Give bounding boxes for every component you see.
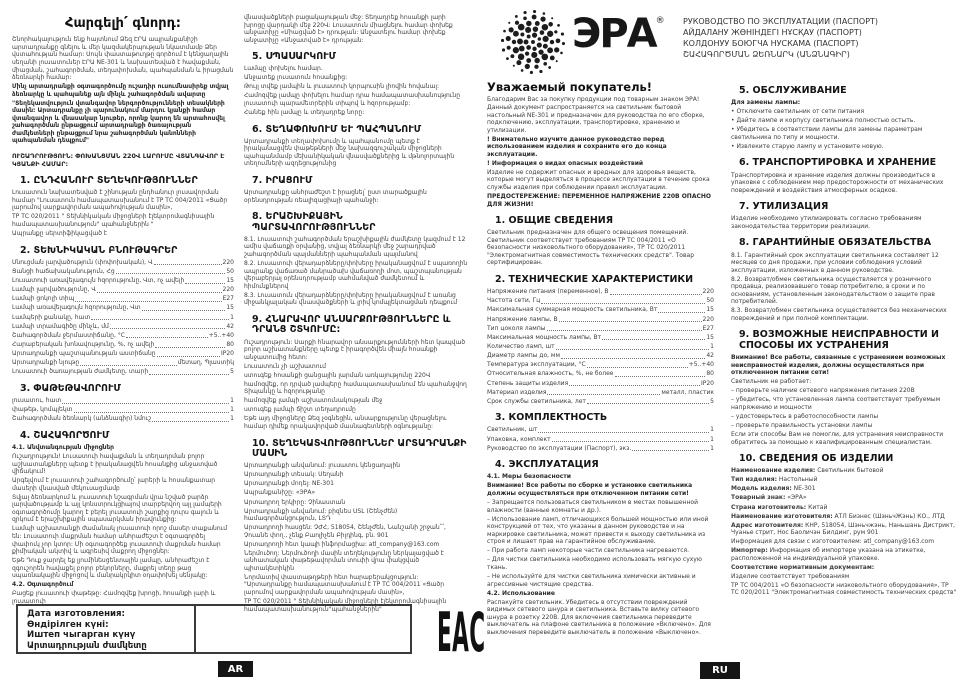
paragraph: Արտադրանքի անվանում: լուսատու կենցաղային (244, 462, 401, 470)
manufacture-date-box (16, 604, 412, 654)
spec-label: Напряжение питания (переменное), В (487, 288, 609, 296)
paragraph: – проверьте наличие сетевого напряжения питания 220В (731, 387, 915, 395)
paragraph: Информация для связи с изготовителем: atl_company@163.com (731, 538, 935, 546)
section-title-am-3: 3. ՓԱԹԵԹԱՎՈՐՈՒՄ (20, 382, 121, 394)
dotted-leader (97, 292, 222, 293)
armenian-column-1 (12, 16, 234, 607)
title-kyrgyz: КОЛДОНУУ БОЮГЧА НУСКАМА (ПАСПОРТ) (683, 39, 859, 48)
dotted-leader (75, 301, 221, 302)
section-title-am-4: 4. ՇԱՀԱԳՈՐԾՈՒՄ (20, 429, 110, 441)
section-body (244, 236, 468, 307)
brand-name: ЭРА (572, 11, 656, 57)
paragraph: Արգելվում է լուսատուի շահագործումը՝ լարերի և հոսանքատար մասերի վնասված մեկուսացմամբ (12, 477, 216, 492)
section-title-am-8: 8. ԵՐԱՇԽԻՔԱՅԻՆ ՊԱՐՏԱՎՈՐՈՒԹՅՈՒՆՆԵՐ (252, 211, 376, 233)
spec-label: լուսատու, հատ (12, 397, 62, 405)
spec-table (487, 426, 714, 452)
spec-row (12, 277, 234, 285)
paragraph: Модель изделия: NE-301 (731, 485, 816, 493)
spec-value: 80 (706, 370, 714, 378)
paragraph: Изделие соответствует требованиям (731, 572, 850, 580)
paragraph: – Не используйте для чистки светильника химически активные и агрессивные чистящие средства. (487, 573, 696, 588)
spec-label: Լուսատուի ծառայության ժամկետը, տարի (12, 368, 149, 376)
paragraph: Транспортировка и хранение изделия должны производиться в упаковке с соблюдением мер предосторожности от механических повреждений и воздействия атмосферных осадков. (731, 171, 944, 194)
paragraph: • Извлеките старую лампу и установите новую. (731, 142, 884, 150)
dotted-leader (658, 312, 705, 313)
spec-label: Количество ламп, шт (487, 342, 555, 350)
section-title-ru-5: 5. ОБСЛУЖИВАНИЕ (739, 85, 847, 96)
spec-row (12, 295, 234, 303)
paragraph: 4.2. Использование (487, 589, 555, 597)
spec-value: IP20 (220, 350, 234, 358)
paragraph: համոզվեք, որ դրված լամպերը համապատասխանում են պահանջվող Տիպանկը և հզորությանը (244, 380, 467, 396)
spec-row (487, 370, 714, 378)
spec-table (12, 259, 234, 376)
section-body (731, 99, 957, 150)
spec-value: 1 (230, 406, 234, 414)
spec-value: 80 (226, 340, 234, 348)
paragraph: 4.2. Օգտագործում (12, 581, 74, 589)
section-body (244, 462, 468, 613)
section-title-ru-10: 10. СВЕДЕНИЯ ОБ ИЗДЕЛИИ (739, 453, 894, 465)
section-title-am-9: 9. ՀՆԱՐԱՎՈՐ ԱՆՍԱՐՔՈՒԹՅՈՒՆՆԵՐԸ և ԴՐԱՆՑ ՇՏԿՈՒՄԸ: (252, 313, 451, 336)
paragraph: Адрес изготовителя: КНР, 518054, Шэньчжэнь, Наньшань Дистрикт, Чуанье стрит, Нос Баоличэн Билдинг, рум 901 (731, 521, 956, 537)
paragraph: Շնորհակալություն ենք հայտնում Ձեզ ԷՐԱ ապրանքանիշի արտադրանքը գնելու և մեր կազմակերպության նկատմամբ Ձեր վստահության համար: Սույն փաստաթուղթը գործում է կենցաղային սեղանի լուսատուներ ԷՐԱ NE-301 և նախատեսված է հավաքման, միացման, շահագործման, տեղափոխման, պահպանման և իրացման ձեռնարկի համար: (12, 36, 234, 82)
dotted-leader (116, 273, 226, 274)
paragraph: – Для чистки светильника необходимо использовать мягкую сухую ткань. (487, 556, 702, 571)
spec-row (487, 398, 714, 406)
section-title-am-5: 5. ՍՊԱՍԱՐԿՈՒՄ (252, 51, 337, 63)
title-kazakh: АЙДАЛАНУ ЖӨНІНДЕГІ НҰСҚАУ (ПАСПОРТ) (683, 28, 862, 37)
spec-row (12, 350, 234, 358)
paragraph: Արտադրող երկիրը: Չինաստան (244, 498, 346, 506)
section-body (244, 339, 468, 431)
eac-mark (437, 601, 486, 664)
spec-row (487, 436, 714, 444)
paragraph: Տվյալ ձեռնարկում և լուսատուի նշագրման վրա նշված բարձր լարվածությամբ և այլ կոնստրուկցիայով տարբերվող այլ լամպերի օգտագործումը կարող է բերել լուսատուի շարքից դուրս գալուն և զրկում է երաշխիքային սպասարկման իրավունքից: (12, 493, 222, 524)
spec-value: 1 (230, 313, 234, 321)
spec-value: 1 (710, 342, 714, 350)
spec-label: փաթեթ, կոմպլեկտ (12, 406, 73, 414)
russian-intro (487, 96, 714, 208)
paragraph: – При работе ламп некоторые части светильника нагреваются. (487, 547, 690, 555)
dotted-leader (569, 385, 700, 386)
spec-row (487, 288, 714, 296)
page-badge-ru: RU (700, 662, 740, 679)
section-title-ru-7: 7. УТИЛИЗАЦИЯ (739, 201, 829, 213)
spec-value: 42 (706, 352, 714, 360)
continuation-paragraph (244, 14, 468, 44)
spec-row (12, 314, 234, 322)
spec-label: Լամպի տրամագիծը մինչև, մմ (12, 322, 109, 330)
dotted-leader (142, 310, 226, 311)
spec-row (12, 415, 234, 423)
spec-row (487, 297, 714, 305)
paragraph: Հանեք հին լամպը և տեղադրեք նորը: (244, 109, 365, 117)
section-title-ru-1: 1. ОБЩИЕ СВЕДЕНИЯ (495, 215, 614, 227)
spec-label: Շահագործման ձեռնարկ (անձնագիր) նմուշ (12, 415, 152, 423)
paragraph: 8.1. Լուսատուի շահագործման երաշխիքային ժամկետը կազմում է 12 ամիս վաճառքի օրվանից, տվյալ ձեռնարկի մեջ շարադրված շահագործման պայմանների պահպանման պայմանով (244, 235, 466, 258)
section-body (244, 138, 468, 168)
section-body (731, 172, 957, 195)
paragraph: ТР ТС 020/2011 " Տեխնիկական միջոցների էլեկտրոմագնիսային համապատասխանություն" պահանջներին " (12, 213, 215, 228)
dotted-leader (547, 330, 702, 331)
paragraph: Тип изделия: Настольный (731, 476, 818, 484)
russian-column-2 (731, 86, 957, 599)
paragraph: Внимание! Все работы по сборке и установке светильника должны осуществляться при отключенном питании сети! (487, 482, 693, 498)
paragraph: Լուսատուն նախատեսված է շինության ընդհանուր լուսավորման համար "Լուսատուն համապատասխանում է ТР ТС 004/2011 «Ցածր լարումով սարքավորման ապահովության մասին», (12, 189, 228, 212)
paragraph: 8.2. Լուսատուի վերադարձները/փոխերը իրականացվում է սպառողին ապրանք վաճառած մանրածախ վաճառողի մոտ, պաշտպանության վերաբերյալ օրենսդրությամբ սահմանված ժամկետում և հիմունքներով (244, 260, 468, 290)
spec-value: մետաղ, Պլաստիկ (177, 359, 234, 367)
dotted-leader (91, 319, 229, 320)
paragraph: Լամպի աշխատանքի ժամանակ լուսատուի որոշ մասեր տաքանում են: Լուսատուի մաքրման համար անհրաժեշտ է օգտագործել փափուկ չոր կտոր: Մի օգտագործեք լուսատուի մաքրման համար քիմիական ակտիվ և ագրեսիվ մաքրող միջոցներ: (12, 525, 228, 556)
paragraph: Ներմուծող: Ներմուծողի մասին տեղեկությունը ներկայացված է անհատական փաթեթավորման տուփի վրա փակցված պիտակետիկին (244, 549, 444, 572)
spec-value: 5 (710, 397, 714, 405)
spec-label: Относительная влажность, %, не более (487, 370, 614, 378)
paragraph: – убедитесь, что установленная лампа соответствует требуемым напряжению и мощности (731, 396, 941, 411)
spec-label: Срок службы светильника, лет (487, 397, 586, 405)
document-titles (683, 16, 957, 60)
dotted-leader (149, 374, 229, 375)
date-label-ky: Иштеп чыгарган күнү (27, 630, 136, 641)
spec-value: 220 (222, 286, 234, 294)
dotted-leader (80, 365, 176, 366)
paragraph: Արտադրողի հետ կապի ինֆորմացիա: atl_company@163.com (244, 540, 440, 548)
spec-row (12, 268, 234, 276)
paragraph: Светильник предназначен для общего освещения помещений. Светильник соответствует требованиям ТР ТС 004/2011 «О безопасности низковольтного оборудования», ТР ТС 020/2011 "Электромагнитная совместимость технических средств". Товар сертифицирован. (487, 229, 694, 267)
spec-value: E27 (222, 295, 234, 303)
spec-row (487, 325, 714, 333)
paragraph: Եթե Դուք ջարդել եք լյումինեսցենտային լամպը, անհրաժեշտ է զգուշորեն հավաքել բոլոր բեկորները, մաքրել տեղը թաց սպառնակային միջոցով և մանրակրկիտ օդափոխել սենյակը: (12, 557, 210, 580)
paragraph: – удостоверьтесь в работоспособности лампы (731, 413, 879, 421)
section-title-ru-8: 8. ГАРАНТИЙНЫЕ ОБЯЗАТЕЛЬСТВА (739, 237, 932, 249)
paragraph: Ապրանքը սերտիֆիկացված է (12, 230, 107, 238)
paragraph: 8.3. Возврат/обмен светильника осуществляется без механических повреждений и при полной комплектации. (731, 307, 947, 322)
spec-row (12, 286, 234, 294)
dotted-leader (157, 356, 220, 357)
spec-value: 220 (702, 288, 714, 296)
paragraph: Արտադրանքը անհրաժեշտ է իրացնել՝ ըստ տարածքային օրենսդրության ռեալիզացիայի պահանջի: (244, 189, 427, 204)
spec-row (12, 304, 234, 312)
russian-greeting-title: Уважаемый покупатель! (487, 80, 653, 94)
paragraph: Наименование изготовителя: АТЛ Бизнес (ШэньчЖэнь) КО., ЛТД (731, 512, 945, 520)
paragraph: • Дайте лампе и корпусу светильника полностью остыть. (731, 117, 916, 125)
spec-value: 15 (706, 306, 714, 314)
section-title-ru-9: 9. ВОЗМОЖНЫЕ НЕИСПРАВНОСТИ И СПОСОБЫ ИХ УСТРАНЕНИЯ (739, 329, 939, 352)
dotted-leader (559, 321, 702, 322)
spec-row (12, 323, 234, 331)
dotted-leader (185, 283, 225, 284)
spec-row (487, 352, 714, 360)
dotted-leader (62, 403, 229, 404)
armenian-warning: ՈՒՇԱԴՐՈՒԹՅՈՒՆ: ՓՈԽԱՆՑՄԱՆ 220Վ ԼԱՐՈՒՄԸ ՎՏԱՆԳԱՎՈՐ Է ԿՅԱՆՔԻ ՀԱՄԱՐ: (12, 152, 225, 169)
spec-label: Светильник, шт (487, 426, 538, 434)
brand-wordmark (572, 11, 665, 57)
dotted-leader (154, 264, 222, 265)
spec-label: Диаметр лампы до, мм (487, 352, 560, 360)
paragraph: Արտադրանքի մոդել: NE-301 (244, 480, 334, 488)
dotted-leader (538, 432, 709, 433)
dotted-leader (126, 337, 208, 338)
dotted-leader (615, 376, 706, 377)
paragraph: Изделие не содержит опасных и вредных для здоровья веществ, которые могут выделяться в процессе эксплуатации в течение срока службы изделия при соблюдении правил эксплуатации. (487, 168, 710, 191)
paragraph: Թույլ տվեք լամպին և լուսատուի կորպուսին լիովին հովանալ: (244, 83, 440, 91)
spec-row (487, 361, 714, 369)
dotted-leader (610, 294, 702, 295)
spec-row (12, 332, 234, 340)
title-russian: РУКОВОДСТВО ПО ЭКСПЛУАТАЦИИ (ПАСПОРТ) (683, 17, 879, 26)
paragraph: Արտադրանքի տեղափոխումը և պահպանումը պետք է իրականացվեն փաթեթների մեջ նախազգուշական միջոցների պահպանմամբ մեխանիկական վնասվածքներից և մթնոլորտային տեղումների ազդեցությունից (244, 137, 455, 168)
eac-mark-text: ЕАС (437, 601, 486, 664)
paragraph: 8.1. Гарантийный срок эксплуатации светильника составляет 12 месяцев со дня продажи, при условии соблюдения условий эксплуатации, изложенных в данном руководстве. (731, 251, 939, 274)
section-title-am-7: 7. ԻՐԱՑՈՒՄ (252, 174, 313, 186)
dotted-leader (74, 412, 230, 413)
dotted-leader (602, 339, 705, 340)
title-armenian: ՇԱՀԱԳՈՐԾՄԱՆ ՁԵՌՆԱՐԿ (ԱՆՁՆԱԳԻՐ) (683, 50, 850, 59)
spec-value: 1 (710, 435, 714, 443)
spec-value: 42 (226, 322, 234, 330)
spec-label: Արտադրանքի նյութը (12, 359, 80, 367)
paragraph: Благодарим Вас за покупку продукции под товарным знаком ЭРА! Данный документ распространяется на светильник бытовой настольный NE-301 и предназначен для руководства по его сборке, подключению, эксплуатации, транспортировке, хранению и утилизации. (487, 96, 705, 134)
spec-row (12, 406, 234, 414)
dotted-leader (587, 367, 688, 368)
spec-value: 220 (222, 258, 234, 266)
paragraph: Նորմատիվ փաստաթղթերի հետ հարաբերակցություն: "Արտադրանքը համապատասխանում է ТР ТС 004/2011 «Ցածր լարումով սարքավորման ապահովության մասին», (244, 573, 445, 597)
section-body (244, 189, 468, 204)
spec-value: 1 (230, 397, 234, 405)
paragraph: – Использование ламп, отличающихся большей мощностью или иной конструкцией от тех, что указаны в данном руководстве и на маркировке светильника, может привести к выходу светильника из строя и лишает прав на гарантийное обслуживание. (487, 515, 709, 546)
russian-column-1 (487, 80, 714, 638)
paragraph: – Запрещается пользоваться светильником в местах повышенной влажности (ванные комнаты и др.). (487, 499, 698, 514)
spec-row (487, 306, 714, 314)
paragraph: Մինչ արտադրանքի օգտագործումը ուշադիր ուսումնասիրեք տվյալ ձեռնարկը և պահպանեք այն մինչև շահագործման ավարտը (12, 83, 229, 98)
spec-value: +5..+40 (688, 361, 714, 369)
section-body (244, 65, 468, 116)
paragraph: • Убедитесь в соответствии лампы для замены параметрам светильника по типу и мощности. (731, 126, 923, 141)
paragraph: Անջատեք լուսատուն հոսանքից: (244, 74, 348, 82)
spec-row (487, 380, 714, 388)
spec-label: Степень защиты изделия (487, 379, 569, 387)
spec-label: Լուսատուի առավելագույն հզորությունը, Վտ, ոչ ավելի (12, 276, 185, 284)
paragraph: վնասվածքների բացակայության մեջ: Տեղադրեք հոսանքի լարի խրոցը վարդակի մեջ 220Վ: Լուսատուն միացնելու համար փոխեք անջատիչը «Միացված է» դրության: Անջատելու համար փոխեք անջատիչը «Անջատված է» դրության: (244, 14, 453, 44)
section-body (12, 189, 234, 237)
paragraph: 8.2. Возврат/обмен светильника осуществляется у розничного продавца, реализовавшего товар потребителю, в сроки и по основаниям, установленным законодательством о защите прав потребителей. (731, 275, 935, 306)
spec-value: 50 (226, 267, 234, 275)
paragraph: 4.1. Меры безопасности (487, 473, 571, 481)
spec-label: Максимальная мощность лампы, Вт (487, 333, 602, 341)
spec-row (12, 397, 234, 405)
paragraph: Если эти способы Вам не помогли, для устранения неисправности обратитесь за помощью к квалифицированным специалистам. (731, 431, 944, 446)
paragraph: ТР ТС 004/2011 «О безопасности низковольтного оборудования», ТР ТС 020/2011 "Электромагнитная совместимость технических средств" (731, 581, 957, 597)
armenian-intro (12, 36, 234, 145)
paragraph: Распакуйте светильник. Убедитесь в отсутствии повреждений видимых сетевого шнура и светильника. Вставьте вилку сетевого шнура в розетку 220В. Для включения светильника переведите выключатель на плафоне светильника в положение «Включено». Для выключения переведите выключатель в положение «Выключено». (487, 598, 711, 636)
spec-label: Частота сети, Гц (487, 297, 541, 305)
armenian-column-2 (244, 14, 468, 615)
paragraph: – проверьте правильность установки лампы (731, 422, 873, 430)
paragraph: Наименование изделия: Светильник бытовой (731, 467, 884, 475)
spec-row (487, 445, 714, 453)
spec-row (12, 259, 234, 267)
spec-label: Արտադրանքի պաշտպանության աստիճանը (12, 350, 156, 358)
spec-label: Հարաբերական խոնավությունը, %, ոչ ավելի (12, 340, 155, 348)
spec-value: 5 (230, 368, 234, 376)
paragraph: Արտադրանքի անվանում: բիզնես USL (Շենչժեն) համագործակցություն, ԼՏԴ (244, 507, 398, 523)
paragraph: Արտադրանքի տեսակ: Սեղանի (244, 471, 344, 479)
paragraph: ստուգեք հոսանքի ցանցային լարման առկայությունը 220Վ (244, 371, 431, 379)
spec-value: 15 (706, 333, 714, 341)
paragraph: Համոզվեք լամպը փոխելու համար դրա համապատասխանությունը լուսատուի պարամետրերին տիպով և հզորությամբ: (244, 92, 461, 107)
paragraph: "Տեղեկատվություն վտանգավոր ներգործությունների տեսակների մասին: Արտադրանքը չի պարունակում մարդու կյանքի համար վտանգավոր և վնասակար նյութեր, որոնք կարող են արտահոսվել շահագործման ընթացքում արտադրանքի ծառայության ժամկետների ընթացքում նրա շահագործման կանոնների պահպանման դեպքում" (12, 99, 225, 145)
spec-value: 1 (710, 426, 714, 434)
paragraph: Եթե այդ միջոցները Ձեզ չօգնեցին, անսարքությունը վերացնելու համար դիմեք որակավորված մասնագետների օգնությանը: (244, 415, 447, 431)
paragraph: ПРЕДОСТЕРЕЖЕНИЕ: ПЕРЕМЕННОЕ НАПРЯЖЕНИЕ 220В ОПАСНО ДЛЯ ЖИЗНИ! (487, 193, 711, 208)
dotted-leader (541, 303, 705, 304)
dotted-leader (587, 403, 709, 404)
spec-label: Напряжение лампы, В (487, 315, 558, 323)
dotted-leader (110, 328, 226, 329)
paragraph: Արտադրողի հասցեն: ՉԺՀ, 518054, Շենչժեն, Նանշանի շրջան՝՝՝, Չուանե փող., չենք Բաոլիչեն Բիլդինգ, բն. 901 (244, 524, 446, 539)
paragraph: Страна изготовитель: Китай (731, 503, 828, 511)
section-body (731, 467, 957, 597)
paragraph: Внимание! Все работы, связанные с устранением возможных неисправностей изделия, должны осуществляться при отключенном питании сети! (731, 354, 946, 377)
spec-value: 1 (710, 444, 714, 452)
date-label-hy: Արտադրության ժամկետը (27, 640, 147, 651)
spec-row (487, 389, 714, 397)
spec-label: Շահագործման ջերմաստիճանը, °С (12, 331, 125, 339)
paragraph: ! Внимательно изучите данное руководство перед использованием изделия и сохраните его до конца эксплуатации. (487, 135, 667, 158)
spec-label: Тип цоколя лампы (487, 324, 546, 332)
dotted-leader (561, 358, 705, 359)
section-title-am-6: 6. ՏԵՂԱՓՈԽՈՒՄ ԵՒ ՊԱՀՊԱՆՈՒՄ (252, 123, 422, 135)
paragraph: 4.1. Անվտանգության միջոցներ (12, 444, 115, 451)
paragraph: ստուգեք լամպի ճիշտ տեղադրումը (244, 406, 356, 414)
spec-row (12, 368, 234, 376)
section-title-ru-6: 6. ТРАНСПОРТИРОВКА И ХРАНЕНИЕ (739, 157, 937, 169)
section-title-am-10: 10. ՏԵՂԵԿԱՏՎՈՒԹՅՈՒՆՆԵՐ ԱՐՏԱԴՐԱՆՔԻ ՄԱՍԻՆ (252, 437, 467, 460)
spec-row (487, 343, 714, 351)
section-body (731, 354, 957, 446)
spec-label: Լամպերի քանակը, հատ (12, 313, 91, 321)
spec-value: 50 (706, 297, 714, 305)
spec-row (487, 334, 714, 342)
section-title-ru-2: 2. ТЕХНИЧЕСКИЕ ХАРАКТЕРИСТИКИ (495, 274, 694, 285)
section-title-ru-3: 3. КОМПЛЕКТНОСТЬ (495, 412, 608, 424)
section-body (731, 215, 957, 230)
paragraph: 8.3. Լուսատուն վերադարձները/փոխերը իրականացվում է առանց միջանկյալական վնասվածքների և լրիվ կոմպլեկտացման դեպքում (244, 291, 457, 307)
dotted-leader (556, 349, 710, 350)
spec-label: Температура эксплуатации, °С (487, 361, 586, 369)
spec-label: Սնուցման լարվածություն (փոփոխական), Վ (12, 258, 153, 266)
spec-row (12, 341, 234, 349)
spec-label: Упаковка, комплект (487, 435, 551, 443)
spec-value: +5..+40 (208, 331, 234, 339)
date-label-ru: Дата изготовления: (27, 609, 125, 619)
date-empty-cell (196, 606, 410, 652)
paragraph: Լուսատուն չի աշխատում (244, 362, 326, 370)
spec-value: 15 (226, 276, 234, 284)
paragraph: Соответствие нормативным документам: (731, 563, 875, 571)
spec-label: Լամպի ցոկոլի տիպ (12, 295, 75, 303)
paragraph: Светильник не работает: (731, 378, 812, 386)
spec-value: Е27 (702, 324, 714, 332)
section-body (487, 229, 714, 267)
era-dots-logo-icon (497, 6, 569, 78)
paragraph: Լամպը փոխելու համար. (244, 65, 323, 73)
spec-table (487, 288, 714, 405)
spec-value: 15 (226, 304, 234, 312)
registered-trademark-icon: ® (655, 16, 665, 26)
spec-row (12, 359, 234, 367)
paragraph: Ապրանքանիշը: «ЭРА» (244, 489, 316, 497)
paragraph: ! Информация о видах опасных воздействий (487, 159, 644, 167)
spec-value: 1 (230, 415, 234, 423)
spec-label: Լամպի առավելագույն հզորությունը, Վտ (12, 304, 141, 312)
spec-value: IP20 (700, 379, 714, 387)
section-title-am-2: 2. ՏԵԽՆԻԿԱԿԱՆ ԲՆՈՒԹԱԳՐԵՐ (20, 244, 178, 256)
paragraph: Для замены лампы: (731, 99, 801, 107)
spec-table (12, 397, 234, 423)
spec-label: Максимальная суммарная мощность светильника, Вт (487, 306, 658, 314)
paragraph: Ուշադրություն: Սարքի հնարավոր անսարքությունների հետ կապված բոլոր աշխատանքները պետք է իրագործվեն միայն հոսանքի անջատումից հետո: (244, 338, 466, 361)
section-body (12, 444, 234, 605)
dotted-leader (547, 394, 660, 395)
paragraph: Импортер: Информация об импортере указана на этикетке, расположенной на индивидуальной упаковке. (731, 547, 926, 562)
dotted-leader (152, 421, 229, 422)
date-labels-cell (18, 606, 196, 652)
section-body (487, 473, 714, 636)
spec-label: Ցանցի հաճախականություն, Հց (12, 267, 115, 275)
paragraph: համոզվեք լամպի աշխատունակության մեջ (244, 397, 383, 405)
paragraph: Ուշադրություն! Լուսատուի հավաքման և տեղադրման բոլոր աշխատանքները պետք է իրականացվեն հոսանքից անջատված վիճակում! (12, 453, 218, 476)
dotted-leader (155, 347, 225, 348)
spec-label: Руководство по эксплуатации (Паспорт), экз. (487, 444, 632, 452)
page-badge-ar: AR (218, 661, 253, 677)
spec-value: 220 (702, 315, 714, 323)
date-label-kk: Өндірілген күні: (27, 619, 109, 630)
paragraph: ТР ТС 020/2011 " Տեխնիկական միջոցների էլեկտրոմագնիսային համապատասխանություն"պահանջներին" (244, 598, 447, 613)
dotted-leader (552, 441, 710, 442)
armenian-greeting-title: Հարգելի՛ գնորդ: (64, 16, 182, 31)
spec-value: металл, пластик (661, 388, 714, 396)
spec-row (487, 316, 714, 324)
spec-row (487, 426, 714, 434)
section-title-am-1: 1. ԸՆԴՀԱՆՈՒՐ ՏԵՂԵԿՈՒԹՅՈՒՆՆԵՐ (20, 175, 198, 187)
paragraph: Изделие необходимо утилизировать согласно требованиям законодательства территории реализации. (731, 215, 922, 230)
section-body (731, 252, 957, 323)
dotted-leader (632, 450, 709, 451)
paragraph: • Отключите светильник от сети питания (731, 108, 865, 116)
section-title-ru-4: 4. ЭКСПЛУАТАЦИЯ (495, 459, 599, 471)
paragraph: Բացեք լուսատուի փաթեթը: Համոզվեք խրոցի, հոսանքի լարի և լուսատուի (12, 590, 216, 605)
paragraph: Товарный знак: «ЭРА» (731, 494, 807, 502)
spec-label: Материал изделия (487, 388, 547, 396)
spec-label: Լամպի լարվածությունը, Վ (12, 286, 96, 294)
